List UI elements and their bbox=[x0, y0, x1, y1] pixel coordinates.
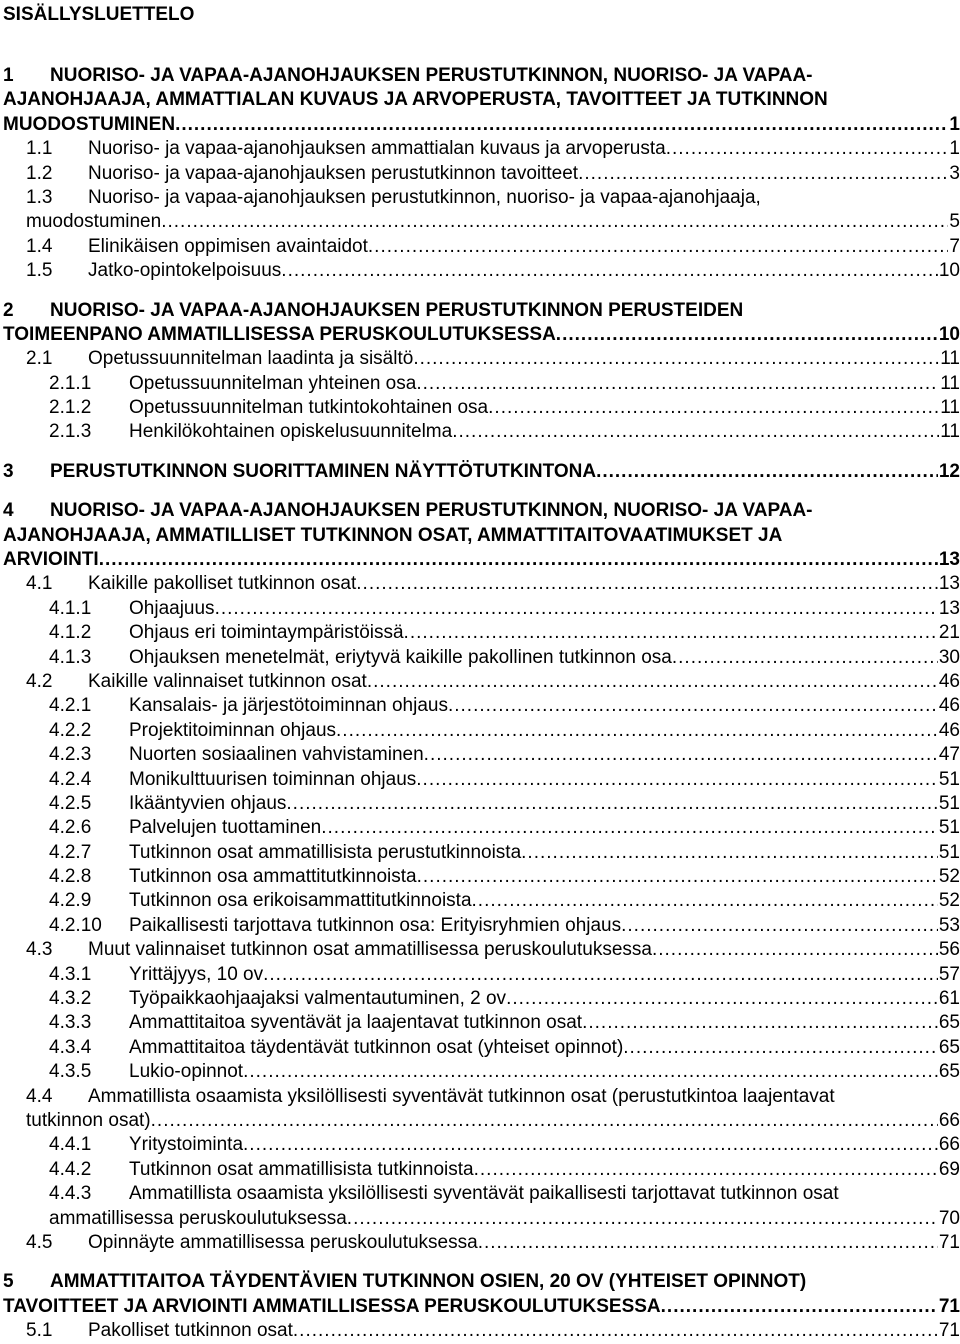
toc-entry-title: Muut valinnaiset tutkinnon osat ammatillisessa peruskoulutuksessa bbox=[88, 939, 652, 961]
toc-entry-number: 4.3.4 bbox=[49, 1036, 92, 1058]
dot-leader bbox=[417, 865, 938, 889]
dot-leader bbox=[596, 460, 938, 484]
toc-entry-line bbox=[0, 694, 960, 718]
toc-entry-number: 4.4.3 bbox=[49, 1183, 92, 1205]
toc-entry-line bbox=[0, 938, 960, 962]
toc-entry-number: 4.2.8 bbox=[49, 866, 92, 888]
toc-entry-line bbox=[0, 768, 960, 792]
dot-leader bbox=[652, 938, 938, 962]
toc-entry-number: 4.2.5 bbox=[49, 792, 92, 814]
dot-leader bbox=[413, 347, 939, 371]
toc-entry-number: 2.1.2 bbox=[49, 397, 92, 419]
toc-entry-line bbox=[0, 347, 960, 371]
toc-entry-title: Elinikäisen oppimisen avaintaidot bbox=[88, 235, 368, 257]
toc-entry-title: Kansalais- ja järjestötoiminnan ohjaus bbox=[129, 695, 448, 717]
dot-leader bbox=[672, 646, 938, 670]
toc-page-number: 12 bbox=[938, 460, 960, 482]
dot-leader bbox=[99, 548, 938, 572]
toc-entry[interactable] bbox=[0, 499, 960, 572]
toc-entry-title: Nuoriso- ja vapaa-ajanohjauksen ammattialan kuvaus ja arvoperusta bbox=[88, 138, 666, 160]
toc-entry-number: 4.3 bbox=[26, 939, 53, 961]
toc-entry-title: Opetussuunnitelman laadinta ja sisältö bbox=[88, 348, 414, 370]
toc-entry-line bbox=[0, 137, 960, 161]
dot-leader bbox=[356, 572, 938, 596]
dot-leader bbox=[347, 1207, 938, 1231]
toc-entry-number: 2 bbox=[3, 299, 14, 321]
toc-entry-title: Tutkinnon osa erikoisammattitutkinnoista bbox=[129, 890, 472, 912]
toc-entry-title: Ammatillista osaamista yksilöllisesti syventävät tutkinnon osat (perustutkintoa laajentavat bbox=[88, 1085, 835, 1107]
dot-leader bbox=[424, 743, 938, 767]
toc-entry[interactable] bbox=[0, 299, 960, 348]
toc-entry-number: 4.2.2 bbox=[49, 719, 92, 741]
dot-leader bbox=[621, 914, 938, 938]
dot-leader bbox=[286, 792, 937, 816]
toc-entry-line bbox=[0, 890, 960, 914]
section-gap bbox=[0, 484, 960, 499]
toc-entry-number: 5 bbox=[3, 1271, 14, 1293]
toc-page-number: 3 bbox=[949, 162, 960, 184]
toc-page-number: 13 bbox=[938, 597, 960, 619]
toc-entry-number: 4.4.1 bbox=[49, 1134, 92, 1156]
toc-entry-line bbox=[0, 1133, 960, 1157]
toc-entry[interactable] bbox=[0, 372, 960, 396]
toc-page-number: 70 bbox=[938, 1207, 960, 1229]
toc-entry[interactable] bbox=[0, 1158, 960, 1182]
section-gap bbox=[0, 284, 960, 299]
toc-entry-line bbox=[0, 524, 960, 548]
toc-page-number: 57 bbox=[938, 963, 960, 985]
dot-leader bbox=[336, 719, 938, 743]
dot-leader bbox=[243, 1060, 938, 1084]
dot-leader bbox=[243, 1133, 938, 1157]
toc-entry[interactable] bbox=[0, 1319, 960, 1343]
dot-leader bbox=[321, 816, 938, 840]
toc-entry-number: 4.4.2 bbox=[49, 1158, 92, 1180]
toc-page-number: 51 bbox=[938, 817, 960, 839]
toc-page-number: 11 bbox=[940, 397, 960, 419]
toc-entry-title: NUORISO- JA VAPAA-AJANOHJAUKSEN PERUSTUTKINNON, NUORISO- JA VAPAA- bbox=[50, 500, 813, 522]
toc-entry-line bbox=[0, 1295, 960, 1319]
toc-entry-line bbox=[0, 1085, 960, 1109]
dot-leader bbox=[263, 963, 938, 987]
toc-entry[interactable] bbox=[0, 572, 960, 596]
toc-page-number: 65 bbox=[938, 1036, 960, 1058]
dot-leader bbox=[666, 137, 949, 161]
toc-entry-line bbox=[0, 792, 960, 816]
toc-page-number: 46 bbox=[938, 719, 960, 741]
toc-entry-line bbox=[0, 743, 960, 767]
toc-entry-number: 4.5 bbox=[26, 1231, 53, 1253]
toc-entry[interactable] bbox=[0, 186, 960, 235]
toc-entry-number: 1.5 bbox=[26, 260, 53, 282]
toc-entry-number: 4.1.2 bbox=[49, 622, 92, 644]
toc-entry-number: 4.2.9 bbox=[49, 890, 92, 912]
toc-entry-number: 1.3 bbox=[26, 186, 53, 208]
toc-entry-number: 4.1.3 bbox=[49, 646, 92, 668]
toc-entry[interactable] bbox=[0, 963, 960, 987]
toc-entry-number: 2.1.1 bbox=[49, 372, 92, 394]
section-gap bbox=[0, 445, 960, 460]
toc-entry[interactable] bbox=[0, 460, 960, 484]
toc-entry-line bbox=[0, 621, 960, 645]
toc-entry-title: Ammatillista osaamista yksilöllisesti syventävät paikallisesti tarjottavat tutkinnon osat bbox=[129, 1183, 839, 1205]
dot-leader bbox=[623, 1036, 938, 1060]
toc-entry-title: TAVOITTEET JA ARVIOINTI AMMATILLISESSA PERUSKOULUTUKSESSA bbox=[3, 1295, 661, 1317]
table-of-contents bbox=[0, 64, 960, 1344]
toc-page-number: 21 bbox=[938, 622, 960, 644]
toc-entry-number: 3 bbox=[3, 460, 14, 482]
dot-leader bbox=[556, 323, 938, 347]
toc-entry[interactable] bbox=[0, 646, 960, 670]
toc-entry-title: Yrittäjyys, 10 ov bbox=[129, 963, 264, 985]
dot-leader bbox=[452, 420, 939, 444]
toc-entry-line bbox=[0, 113, 960, 137]
toc-entry-line bbox=[0, 865, 960, 889]
toc-entry-title: Ohjauksen menetelmät, eriytyvä kaikille pakollinen tutkinnon osa bbox=[129, 646, 672, 668]
toc-entry-title: Nuoriso- ja vapaa-ajanohjauksen perustutkinnon tavoitteet bbox=[88, 162, 579, 184]
toc-entry-line bbox=[0, 1109, 960, 1133]
toc-entry-line bbox=[0, 210, 960, 234]
toc-entry-title: AMMATTITAITOA TÄYDENTÄVIEN TUTKINNON OSIEN, 20 OV (YHTEISET OPINNOT) bbox=[50, 1271, 807, 1293]
toc-entry-line bbox=[0, 420, 960, 444]
toc-entry[interactable] bbox=[0, 137, 960, 161]
toc-entry[interactable] bbox=[0, 1036, 960, 1060]
toc-entry-line bbox=[0, 186, 960, 210]
dot-leader bbox=[661, 1295, 938, 1319]
toc-page-number: 56 bbox=[938, 939, 960, 961]
dot-leader bbox=[368, 235, 949, 259]
toc-entry-number: 4.2.4 bbox=[49, 768, 92, 790]
dot-leader bbox=[578, 162, 948, 186]
dot-leader bbox=[161, 210, 948, 234]
toc-page-number: 52 bbox=[938, 890, 960, 912]
toc-entry-number: 4.1.1 bbox=[49, 597, 92, 619]
toc-page-number: 66 bbox=[938, 1110, 960, 1131]
toc-page-number: 5 bbox=[949, 211, 960, 233]
toc-entry-title: TOIMEENPANO AMMATILLISESSA PERUSKOULUTUKSESSA bbox=[3, 323, 556, 345]
toc-entry-title: Kaikille valinnaiset tutkinnon osat bbox=[88, 670, 367, 692]
toc-entry-line bbox=[0, 1011, 960, 1035]
toc-page-number: 51 bbox=[938, 768, 960, 790]
toc-entry-line bbox=[0, 1231, 960, 1255]
toc-page-number: 46 bbox=[938, 670, 960, 692]
toc-entry[interactable] bbox=[0, 865, 960, 889]
toc-entry-number: 4.4 bbox=[26, 1085, 53, 1107]
toc-page-number: 65 bbox=[938, 1012, 960, 1034]
toc-entry-title: Henkilökohtainen opiskelusuunnitelma bbox=[129, 421, 453, 443]
toc-entry[interactable] bbox=[0, 670, 960, 694]
toc-entry-line bbox=[0, 396, 960, 420]
toc-entry-line bbox=[0, 719, 960, 743]
toc-entry[interactable] bbox=[0, 1182, 960, 1231]
toc-entry[interactable] bbox=[0, 841, 960, 865]
toc-page-number: 53 bbox=[938, 914, 960, 936]
toc-entry-line bbox=[0, 963, 960, 987]
dot-leader bbox=[215, 597, 938, 621]
toc-entry[interactable] bbox=[0, 890, 960, 914]
toc-entry-title: Pakolliset tutkinnon osat bbox=[88, 1320, 293, 1342]
toc-entry-number: 4.3.1 bbox=[49, 963, 92, 985]
toc-entry-line bbox=[0, 460, 960, 484]
toc-entry-line bbox=[0, 499, 960, 523]
dot-leader bbox=[416, 768, 938, 792]
toc-page-number: 47 bbox=[938, 744, 960, 766]
toc-entry-number: 4.3.5 bbox=[49, 1061, 92, 1083]
toc-entry[interactable] bbox=[0, 1231, 960, 1255]
toc-page-number: 13 bbox=[938, 573, 960, 595]
toc-page-number: 46 bbox=[938, 695, 960, 717]
toc-entry[interactable] bbox=[0, 1011, 960, 1035]
toc-entry-title: NUORISO- JA VAPAA-AJANOHJAUKSEN PERUSTUTKINNON PERUSTEIDEN bbox=[50, 299, 744, 321]
toc-entry[interactable] bbox=[0, 420, 960, 444]
toc-page-number: 10 bbox=[938, 323, 960, 345]
toc-entry-line bbox=[0, 548, 960, 572]
toc-entry-number: 5.1 bbox=[26, 1320, 53, 1342]
toc-entry-line bbox=[0, 299, 960, 323]
toc-entry[interactable] bbox=[0, 162, 960, 186]
toc-page-number: 7 bbox=[949, 235, 960, 257]
toc-entry-line bbox=[0, 816, 960, 840]
toc-entry[interactable] bbox=[0, 1085, 960, 1134]
toc-page-number: 1 bbox=[949, 138, 960, 160]
toc-entry-line bbox=[0, 259, 960, 283]
toc-entry-number: 4.2 bbox=[26, 670, 53, 692]
toc-entry-line bbox=[0, 572, 960, 596]
toc-entry-line bbox=[0, 914, 960, 938]
toc-entry-title: Ammattitaitoa syventävät ja laajentavat tutkinnon osat bbox=[129, 1012, 583, 1034]
toc-entry-line bbox=[0, 1158, 960, 1182]
toc-entry-title: muodostuminen bbox=[26, 211, 162, 233]
dot-leader bbox=[416, 372, 939, 396]
toc-entry-line bbox=[0, 1319, 960, 1343]
toc-entry-line bbox=[0, 162, 960, 186]
toc-page-number: 11 bbox=[940, 372, 960, 394]
dot-leader bbox=[582, 1011, 938, 1035]
toc-entry[interactable] bbox=[0, 621, 960, 645]
toc-entry-title: ammatillisessa peruskoulutuksessa bbox=[49, 1207, 347, 1229]
toc-entry-line bbox=[0, 1207, 960, 1231]
dot-leader bbox=[488, 396, 939, 420]
toc-entry-title: Ohjaus eri toimintaympäristöissä bbox=[129, 622, 404, 644]
dot-leader bbox=[448, 694, 938, 718]
toc-entry[interactable] bbox=[0, 1133, 960, 1157]
toc-entry[interactable] bbox=[0, 719, 960, 743]
toc-entry-line bbox=[0, 323, 960, 347]
toc-entry[interactable] bbox=[0, 597, 960, 621]
dot-leader bbox=[404, 621, 938, 645]
dot-leader bbox=[293, 1319, 938, 1343]
toc-entry-line bbox=[0, 670, 960, 694]
toc-entry-title: Opinnäyte ammatillisessa peruskoulutuksessa bbox=[88, 1231, 478, 1253]
toc-page-number: 51 bbox=[938, 792, 960, 814]
toc-entry-title: Tutkinnon osat ammatillisista tutkinnoista bbox=[129, 1158, 474, 1180]
toc-entry[interactable] bbox=[0, 396, 960, 420]
toc-page-number: 61 bbox=[938, 988, 960, 1010]
dot-leader bbox=[521, 841, 938, 865]
toc-entry-line bbox=[0, 841, 960, 865]
toc-page-number: 71 bbox=[938, 1231, 960, 1253]
dot-leader bbox=[281, 259, 938, 283]
toc-page-number: 65 bbox=[938, 1061, 960, 1083]
toc-entry-title: AJANOHJAAJA, AMMATTIALAN KUVAUS JA ARVOPERUSTA, TAVOITTEET JA TUTKINNON bbox=[3, 89, 828, 111]
toc-entry-title: MUODOSTUMINEN bbox=[3, 113, 176, 135]
toc-entry-line bbox=[0, 235, 960, 259]
dot-leader bbox=[175, 113, 948, 137]
toc-page-number: 30 bbox=[938, 646, 960, 668]
toc-page-number: 66 bbox=[938, 1134, 960, 1156]
toc-page-number: 69 bbox=[938, 1158, 960, 1180]
toc-entry-title: PERUSTUTKINNON SUORITTAMINEN NÄYTTÖTUTKINTONA bbox=[50, 460, 597, 482]
toc-entry-number: 1.4 bbox=[26, 235, 53, 257]
toc-entry[interactable] bbox=[0, 938, 960, 962]
toc-entry-number: 4.2.3 bbox=[49, 744, 92, 766]
toc-entry-number: 4.2.6 bbox=[49, 817, 92, 839]
toc-page-number: 51 bbox=[938, 841, 960, 863]
toc-page-number: 1 bbox=[949, 113, 960, 135]
toc-entry-title: Opetussuunnitelman tutkintokohtainen osa bbox=[129, 397, 489, 419]
toc-entry-title: Ohjaajuus bbox=[129, 597, 215, 619]
toc-entry-title: Paikallisesti tarjottava tutkinnon osa: Erityisryhmien ohjaus bbox=[129, 914, 622, 936]
toc-entry[interactable] bbox=[0, 914, 960, 938]
dot-leader bbox=[367, 670, 938, 694]
toc-entry-title: Palvelujen tuottaminen bbox=[129, 817, 322, 839]
toc-entry[interactable] bbox=[0, 64, 960, 137]
toc-entry-title: Työpaikkaohjaajaksi valmentautuminen, 2 ov bbox=[129, 988, 507, 1010]
toc-entry-line bbox=[0, 88, 960, 112]
toc-entry-title: AJANOHJAAJA, AMMATILLISET TUTKINNON OSAT, AMMATTITAITOVAATIMUKSET JA bbox=[3, 524, 783, 546]
toc-page-number: 13 bbox=[938, 549, 960, 571]
toc-entry-number: 4 bbox=[3, 500, 14, 522]
toc-page-number: 10 bbox=[938, 260, 960, 282]
toc-entry-line bbox=[0, 372, 960, 396]
toc-entry-number: 1.1 bbox=[26, 138, 53, 160]
toc-entry-title: Tutkinnon osat ammatillisista perustutkinnoista bbox=[129, 841, 522, 863]
toc-entry-line bbox=[0, 597, 960, 621]
toc-entry[interactable] bbox=[0, 743, 960, 767]
toc-entry-number: 4.2.7 bbox=[49, 841, 92, 863]
toc-entry[interactable] bbox=[0, 1060, 960, 1084]
toc-entry-line bbox=[0, 1060, 960, 1084]
toc-entry[interactable] bbox=[0, 1270, 960, 1319]
toc-entry[interactable] bbox=[0, 816, 960, 840]
toc-entry-title: Jatko-opintokelpoisuus bbox=[88, 260, 282, 282]
toc-entry-title: ARVIOINTI bbox=[3, 549, 99, 571]
toc-page-number: 52 bbox=[938, 866, 960, 888]
toc-entry-title: Tutkinnon osa ammattitutkinnoista bbox=[129, 866, 417, 888]
toc-entry-number: 4.1 bbox=[26, 573, 53, 595]
toc-entry-number: 4.2.10 bbox=[49, 914, 102, 936]
toc-entry-number: 2.1 bbox=[26, 348, 53, 370]
toc-page-number: 71 bbox=[938, 1295, 960, 1317]
toc-entry[interactable] bbox=[0, 768, 960, 792]
dot-leader bbox=[478, 1231, 938, 1255]
toc-entry-title: Opetussuunnitelman yhteinen osa bbox=[129, 372, 417, 394]
toc-entry-title: Monikulttuurisen toiminnan ohjaus bbox=[129, 768, 417, 790]
toc-entry-title: Projektitoiminnan ohjaus bbox=[129, 719, 337, 741]
toc-entry[interactable] bbox=[0, 259, 960, 283]
toc-entry[interactable] bbox=[0, 235, 960, 259]
toc-entry-title: Yritystoiminta bbox=[129, 1134, 244, 1156]
toc-entry-title: Nuoriso- ja vapaa-ajanohjauksen perustutkinnon, nuoriso- ja vapaa-ajanohjaaja, bbox=[88, 186, 761, 208]
toc-entry-title: tutkinnon osat) bbox=[26, 1110, 151, 1131]
toc-entry-title: Ikääntyvien ohjaus bbox=[129, 792, 287, 814]
toc-entry[interactable] bbox=[0, 347, 960, 371]
toc-entry-number: 4.2.1 bbox=[49, 695, 92, 717]
toc-page-number: 71 bbox=[938, 1320, 960, 1342]
toc-entry-line bbox=[0, 987, 960, 1011]
dot-leader bbox=[474, 1158, 938, 1182]
toc-entry-number: 4.3.3 bbox=[49, 1012, 92, 1034]
toc-entry[interactable] bbox=[0, 987, 960, 1011]
toc-entry-line bbox=[0, 1270, 960, 1294]
toc-entry-line bbox=[0, 1036, 960, 1060]
section-gap bbox=[0, 1255, 960, 1270]
toc-entry[interactable] bbox=[0, 792, 960, 816]
dot-leader bbox=[151, 1109, 938, 1133]
toc-heading: SISÄLLYSLUETTELO bbox=[3, 4, 195, 25]
toc-entry-line bbox=[0, 646, 960, 670]
toc-entry-number: 2.1.3 bbox=[49, 421, 92, 443]
toc-entry-title: Nuorten sosiaalinen vahvistaminen bbox=[129, 744, 424, 766]
toc-page-number: 11 bbox=[940, 348, 960, 370]
dot-leader bbox=[472, 889, 938, 913]
dot-leader bbox=[506, 987, 938, 1011]
toc-entry-title: Lukio-opinnot bbox=[129, 1061, 244, 1083]
toc-entry-line bbox=[0, 64, 960, 88]
toc-entry-title: Ammattitaitoa täydentävät tutkinnon osat (yhteiset opinnot) bbox=[129, 1036, 624, 1058]
toc-entry-number: 1 bbox=[3, 64, 14, 86]
toc-entry-number: 1.2 bbox=[26, 162, 53, 184]
toc-entry-number: 4.3.2 bbox=[49, 988, 92, 1010]
toc-entry-line bbox=[0, 1182, 960, 1206]
toc-entry[interactable] bbox=[0, 694, 960, 718]
toc-entry-title: Kaikille pakolliset tutkinnon osat bbox=[88, 573, 357, 595]
toc-page-number: 11 bbox=[940, 421, 960, 443]
toc-entry-title: NUORISO- JA VAPAA-AJANOHJAUKSEN PERUSTUTKINNON, NUORISO- JA VAPAA- bbox=[50, 64, 813, 86]
